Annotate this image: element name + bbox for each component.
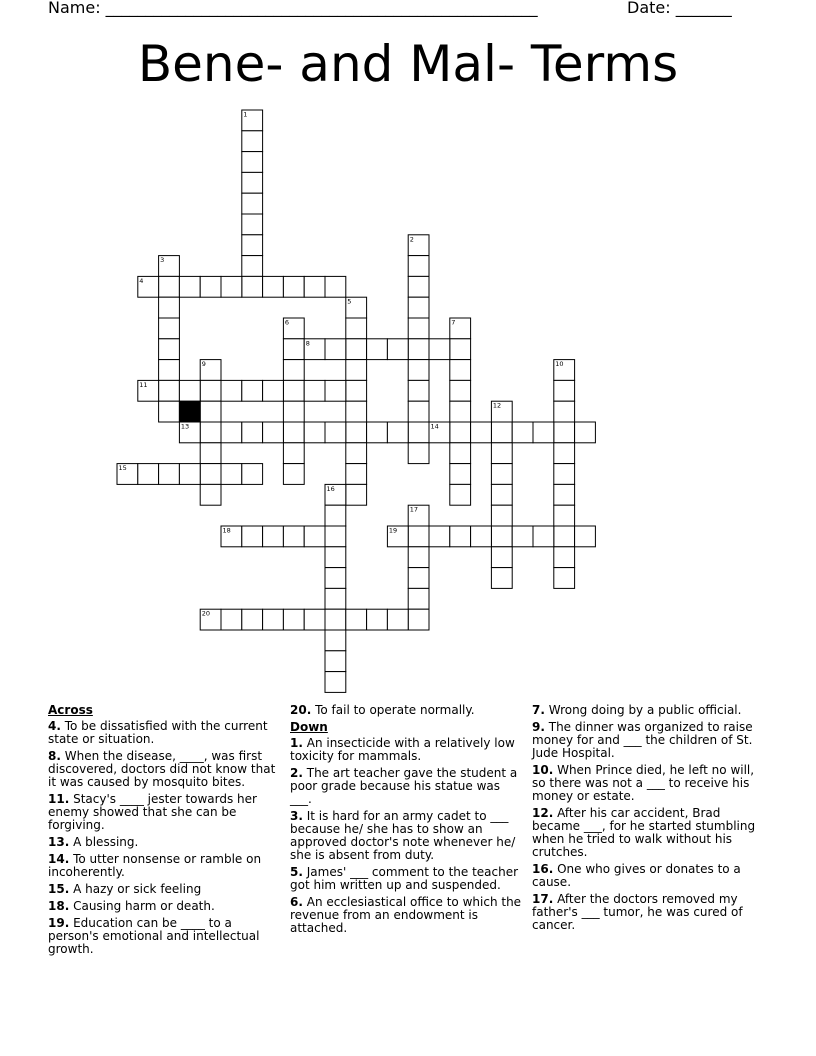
grid-cell [304, 609, 325, 630]
grid-cell [242, 235, 263, 256]
clue-text: When the disease, ____, was first discovered, doctors did not know that it was caused by mosquito bites. [48, 749, 276, 789]
clue-text: A blessing. [69, 835, 139, 849]
grid-cell [200, 401, 221, 422]
grid-cell [159, 401, 180, 422]
clue-number: 10. [532, 763, 554, 777]
across-clue [48, 793, 280, 832]
grid-cell [408, 588, 429, 609]
grid-cell [346, 339, 367, 360]
grid-cell [408, 318, 429, 339]
grid-cell [408, 526, 429, 547]
clue-number-label: 2 [409, 235, 414, 244]
clue-number: 14. [48, 852, 70, 866]
clue-number: 8. [48, 749, 61, 763]
grid-cell [408, 609, 429, 630]
grid-cell [200, 443, 221, 464]
clue-number: 2. [290, 766, 303, 780]
grid-cell [554, 568, 575, 589]
grid-cell [450, 526, 471, 547]
clue-text: After the doctors removed my father's ___ tumor, he was cured of cancer. [532, 892, 743, 932]
grid-cell [325, 609, 346, 630]
grid-cell [346, 360, 367, 381]
clue-number-label: 3 [160, 256, 165, 265]
grid-cell [242, 256, 263, 277]
across-clue [48, 900, 280, 913]
clue-number: 1. [290, 736, 303, 750]
grid-cell [346, 443, 367, 464]
grid-cell [325, 339, 346, 360]
grid-cell [242, 193, 263, 214]
clue-number: 13. [48, 835, 70, 849]
clue-text: To be dissatisfied with the current state or situation. [48, 719, 268, 746]
grid-cell [325, 380, 346, 401]
grid-cell [325, 505, 346, 526]
clue-text: Wrong doing by a public official. [544, 703, 742, 717]
grid-cell [200, 422, 221, 443]
clue-text: It is hard for an army cadet to ___ because he/ she has to show an approved doctor's note whenever he/ she is absent from duty. [290, 809, 516, 862]
down-heading: Down [290, 720, 328, 734]
grid-cell [408, 568, 429, 589]
grid-cell [450, 380, 471, 401]
grid-cell [450, 360, 471, 381]
clue-text: An ecclesiastical office to which the revenue from an endowment is attached. [290, 895, 522, 935]
grid-cell [179, 276, 200, 297]
grid-cell [575, 526, 596, 547]
clue-number: 3. [290, 809, 303, 823]
across-clue [48, 883, 280, 896]
grid-cell [283, 360, 304, 381]
down-clue [290, 866, 522, 892]
grid-cell [346, 318, 367, 339]
grid-cell [263, 609, 284, 630]
grid-cell [159, 464, 180, 485]
across-clue [48, 836, 280, 849]
grid-cell [554, 443, 575, 464]
grid-cell [491, 526, 512, 547]
grid-cell [325, 547, 346, 568]
grid-cell [221, 422, 242, 443]
clue-number: 12. [532, 806, 554, 820]
grid-cell [179, 464, 200, 485]
grid-cell [242, 422, 263, 443]
grid-cell [387, 339, 408, 360]
grid-cell [242, 152, 263, 173]
clue-text: When Prince died, he left no will, so there was not a ___ to receive his money or estate. [532, 763, 755, 803]
grid-cell [408, 360, 429, 381]
grid-cell [450, 401, 471, 422]
clue-number-label: 4 [139, 276, 144, 285]
grid-cell [408, 297, 429, 318]
grid-cell [346, 401, 367, 422]
grid-cell [429, 339, 450, 360]
grid-cell [450, 443, 471, 464]
grid-cell [491, 422, 512, 443]
clue-number-label: 18 [222, 526, 231, 535]
grid-cell [533, 422, 554, 443]
grid-cell [533, 526, 554, 547]
clue-number-label: 7 [451, 318, 456, 327]
grid-cell [263, 526, 284, 547]
grid-cell [263, 380, 284, 401]
grid-cell [346, 609, 367, 630]
grid-cell [554, 464, 575, 485]
across-clue [48, 720, 280, 746]
clue-text: To utter nonsense or ramble on incoherently. [48, 852, 262, 879]
grid-cell [283, 276, 304, 297]
grid-cell [159, 380, 180, 401]
grid-cell [491, 505, 512, 526]
grid-cell [159, 318, 180, 339]
grid-cell [242, 464, 263, 485]
grid-cell-black [179, 401, 200, 422]
grid-cell [491, 547, 512, 568]
clue-text: After his car accident, Brad became ___, for he started stumbling when he tried to walk without his crutches. [532, 806, 756, 859]
clue-number: 4. [48, 719, 61, 733]
across-clue [290, 704, 522, 717]
clue-number-label: 20 [201, 609, 210, 618]
grid-cell [408, 443, 429, 464]
name-field-line: Name: ______________________________________________________ [48, 0, 538, 17]
grid-cell [221, 276, 242, 297]
clue-number: 6. [290, 895, 303, 909]
grid-cell [304, 276, 325, 297]
clue-number: 11. [48, 792, 70, 806]
clue-text: Education can be ____ to a person's emotional and intellectual growth. [48, 916, 260, 956]
grid-cell [387, 422, 408, 443]
grid-cell [159, 339, 180, 360]
grid-cell [512, 422, 533, 443]
grid-cell [408, 256, 429, 277]
grid-cell [304, 422, 325, 443]
clue-number-label: 13 [180, 422, 190, 431]
grid-cell [554, 484, 575, 505]
clue-number: 15. [48, 882, 70, 896]
grid-cell [491, 443, 512, 464]
grid-cell [325, 651, 346, 672]
grid-cell [471, 422, 492, 443]
clue-number: 19. [48, 916, 70, 930]
grid-cell [554, 380, 575, 401]
grid-cell [325, 568, 346, 589]
grid-cell [283, 443, 304, 464]
grid-cell [554, 401, 575, 422]
grid-cell [408, 422, 429, 443]
across-clue-list-continued [290, 704, 522, 717]
across-clue [48, 917, 280, 956]
down-clue [290, 767, 522, 806]
clue-number: 20. [290, 703, 312, 717]
clue-number: 5. [290, 865, 303, 879]
grid-cell [283, 526, 304, 547]
grid-cell [242, 609, 263, 630]
grid-cell [263, 422, 284, 443]
across-clue [48, 750, 280, 789]
clue-number-label: 19 [388, 526, 398, 535]
clue-number-label: 10 [555, 360, 564, 369]
grid-cell [325, 672, 346, 693]
grid-cell [200, 276, 221, 297]
grid-cell [242, 172, 263, 193]
clue-number-label: 6 [284, 318, 290, 327]
clue-number: 17. [532, 892, 554, 906]
grid-cell [242, 526, 263, 547]
clue-text: James' ___ comment to the teacher got him written up and suspended. [290, 865, 519, 892]
down-clue [532, 893, 764, 932]
grid-cell [346, 380, 367, 401]
clue-text: Stacy's ____ jester towards her enemy showed that she can be forgiving. [48, 792, 257, 832]
clues-column-1 [48, 704, 280, 960]
clues-column-2 [290, 704, 522, 939]
clue-number: 7. [532, 703, 545, 717]
grid-cell [450, 422, 471, 443]
puzzle-title: Bene- and Mal- Terms [137, 35, 679, 93]
grid-cell [450, 464, 471, 485]
grid-cell [408, 339, 429, 360]
grid-cell [367, 422, 388, 443]
grid-cell [325, 422, 346, 443]
clue-text: Causing harm or death. [69, 899, 215, 913]
clue-text: The art teacher gave the student a poor grade because his statue was ___. [290, 766, 518, 806]
clue-number-label: 12 [492, 401, 502, 410]
clue-text: One who gives or donates to a cause. [532, 862, 741, 889]
grid-cell [554, 422, 575, 443]
grid-cell [325, 526, 346, 547]
down-clue [290, 737, 522, 763]
clue-number-label: 15 [118, 464, 127, 473]
grid-cell [408, 547, 429, 568]
grid-cell [263, 276, 284, 297]
grid-cell [304, 526, 325, 547]
down-clue [532, 863, 764, 889]
clue-number-label: 11 [139, 380, 148, 389]
grid-cell [221, 380, 242, 401]
grid-cell [491, 568, 512, 589]
clue-number-label: 17 [409, 505, 418, 514]
clue-number-label: 14 [430, 422, 439, 431]
grid-cell [491, 484, 512, 505]
clue-number: 16. [532, 862, 554, 876]
grid-cell [575, 422, 596, 443]
clue-number-label: 9 [201, 360, 206, 369]
down-clue [532, 721, 764, 760]
across-clue-list [48, 720, 280, 956]
grid-cell [159, 360, 180, 381]
grid-cell [346, 422, 367, 443]
grid-cell [242, 276, 263, 297]
grid-cell [304, 380, 325, 401]
grid-cell [512, 526, 533, 547]
grid-cell [221, 609, 242, 630]
grid-cell [554, 505, 575, 526]
grid-cell [408, 276, 429, 297]
down-clue-list-continued [532, 704, 764, 932]
grid-cell [283, 609, 304, 630]
grid-cell [159, 297, 180, 318]
grid-cell [325, 276, 346, 297]
clue-number-label: 16 [326, 484, 335, 493]
grid-cell [200, 484, 221, 505]
grid-cell [200, 464, 221, 485]
down-clue [532, 764, 764, 803]
clue-text: To fail to operate normally. [311, 703, 475, 717]
grid-cell [408, 380, 429, 401]
down-clue [532, 807, 764, 859]
clue-number-label: 8 [305, 339, 310, 348]
grid-cell [242, 131, 263, 152]
clue-text: A hazy or sick feeling [69, 882, 202, 896]
grid-cell [283, 401, 304, 422]
down-clue-list [290, 737, 522, 935]
clues-column-3 [532, 704, 764, 936]
grid-cell [429, 526, 450, 547]
grid-cell [283, 422, 304, 443]
across-clue [48, 853, 280, 879]
grid-cell [283, 339, 304, 360]
clue-number: 9. [532, 720, 545, 734]
grid-cell [450, 339, 471, 360]
grid-cell [367, 339, 388, 360]
grid-cell [325, 630, 346, 651]
grid-cell [325, 588, 346, 609]
grid-cell [242, 380, 263, 401]
grid-cell [387, 609, 408, 630]
grid-cell [138, 464, 159, 485]
grid-cell [450, 484, 471, 505]
down-clue [532, 704, 764, 717]
grid-cell [179, 380, 200, 401]
grid-cell [221, 464, 242, 485]
clue-number-label: 5 [347, 297, 352, 306]
clue-text: The dinner was organized to raise money for and ___ the children of St. Jude Hospital. [532, 720, 753, 760]
grid-cell [283, 380, 304, 401]
down-clue [290, 896, 522, 935]
grid-cell [408, 401, 429, 422]
grid-cell [491, 464, 512, 485]
clue-number-label: 1 [243, 110, 248, 119]
down-clue [290, 810, 522, 862]
across-heading: Across [48, 703, 93, 717]
grid-cell [554, 547, 575, 568]
grid-cell [283, 464, 304, 485]
grid-cell [242, 214, 263, 235]
clue-text: An insecticide with a relatively low toxicity for mammals. [290, 736, 515, 763]
grid-cell [554, 526, 575, 547]
grid-cell [346, 464, 367, 485]
clue-number: 18. [48, 899, 70, 913]
grid-cell [471, 526, 492, 547]
date-field-line: Date: _______ [627, 0, 732, 17]
grid-cell [159, 276, 180, 297]
grid-cell [200, 380, 221, 401]
grid-cell [346, 484, 367, 505]
grid-cell [367, 609, 388, 630]
